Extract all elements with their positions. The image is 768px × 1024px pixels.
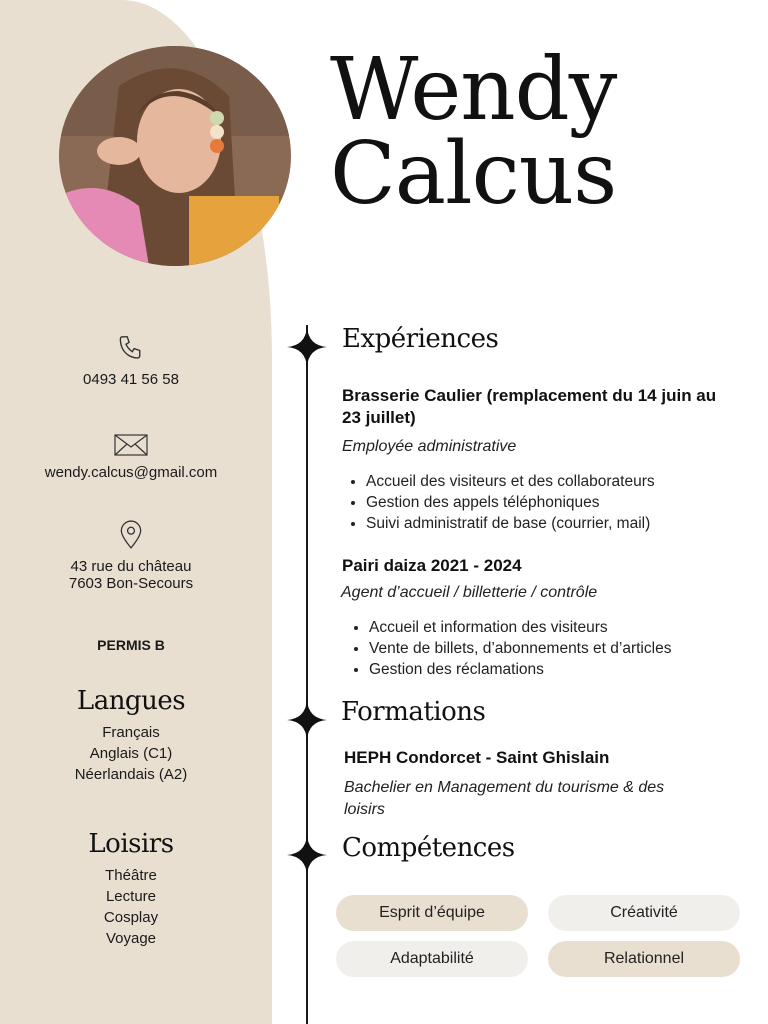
degree-name: Bachelier en Management du tourisme & des loisirs: [344, 779, 665, 818]
language-item: Néerlandais (A2): [74, 766, 188, 783]
job-task: • Suivi administratif de base (courrier, mail): [366, 513, 655, 534]
skills-title: Compétences: [342, 833, 515, 863]
job-role: Agent d’accueil / billetterie / contrôle: [341, 584, 598, 601]
education-title: Formations: [341, 697, 486, 727]
language-item: Anglais (C1): [89, 745, 173, 762]
driving-license: PERMIS B: [97, 637, 165, 653]
skill-tag: Créativité: [548, 895, 740, 931]
job-task-list: [345, 617, 671, 680]
hobbies-block: [0, 829, 262, 949]
candidate-name: [330, 40, 617, 224]
timeline-line: [306, 325, 308, 1024]
languages-title: Langues: [76, 686, 186, 716]
hobby-item: Cosplay: [103, 909, 159, 926]
job-role: Employée administrative: [342, 438, 517, 455]
job-company: Brasserie Caulier (remplacement du 14 juin au 23 juillet): [342, 386, 717, 427]
school-name: HEPH Condorcet - Saint Ghislain: [344, 748, 610, 767]
envelope-icon: [114, 434, 148, 456]
four-point-star-icon: [287, 327, 327, 367]
hobby-item: Voyage: [105, 930, 157, 947]
location-pin-icon: [118, 520, 144, 550]
email-address[interactable]: wendy.calcus@gmail.com: [44, 464, 218, 481]
experiences-title: Expériences: [342, 324, 499, 354]
profile-photo: [59, 46, 291, 266]
skill-tag: Relationnel: [548, 941, 740, 977]
address-block: [0, 520, 262, 592]
email-block: [0, 434, 262, 481]
language-item: Français: [102, 724, 160, 741]
job-company: Pairi daiza 2021 - 2024: [342, 556, 522, 575]
hobbies-title: Loisirs: [88, 829, 174, 859]
skill-tag: Adaptabilité: [336, 941, 528, 977]
four-point-star-icon: [287, 700, 327, 740]
address-line-1: 43 rue du château: [70, 558, 192, 575]
phone-number[interactable]: 0493 41 56 58: [83, 371, 179, 388]
address-line-2: 7603 Bon-Secours: [68, 575, 194, 592]
first-name: Wendy: [330, 40, 617, 140]
skill-tag: Esprit d’équipe: [336, 895, 528, 931]
phone-icon: [116, 333, 146, 363]
job-task: • Vente de billets, d’abonnements et d’articles: [369, 638, 671, 659]
hobby-item: Théâtre: [105, 867, 157, 884]
job-task-list: [342, 471, 655, 534]
job-task: • Accueil des visiteurs et des collaborateurs: [366, 471, 655, 492]
hobby-item: Lecture: [105, 888, 157, 905]
job-task: • Gestion des réclamations: [369, 659, 671, 680]
four-point-star-icon: [287, 835, 327, 875]
last-name: Calcus: [330, 124, 617, 224]
phone-block: [0, 333, 262, 388]
languages-block: [0, 686, 262, 785]
job-task: • Accueil et information des visiteurs: [369, 617, 671, 638]
job-task: • Gestion des appels téléphoniques: [366, 492, 655, 513]
